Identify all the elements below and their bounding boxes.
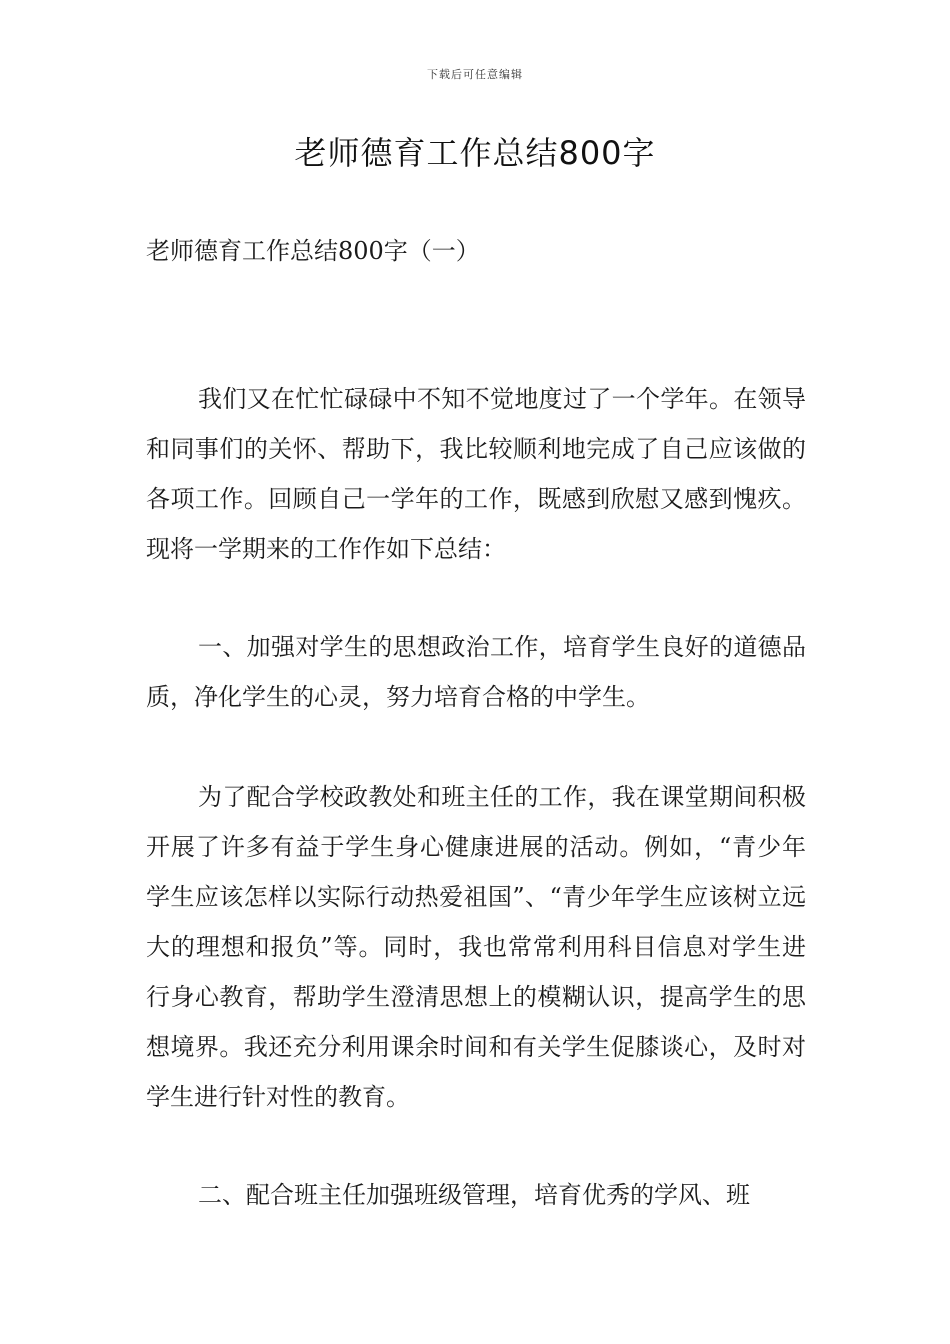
section-subtitle: 老师德育工作总结800字（一）	[146, 237, 480, 265]
paragraph-section-one-body: 为了配合学校政教处和班主任的工作，我在课堂期间积极开展了许多有益于学生身心健康进展的活动。例如，“青少年学生应该怎样以实际行动热爱祖国”、“青少年学生应该树立远大的理想和报负”等。同时，我也常常利用科目信息对学生进行身心教育，帮助学生澄清思想上的模糊认识，提高学生的思想境界。我还充分利用课余时间和有关学生促膝谈心，及时对学生进行针对性的教育。	[146, 783, 806, 1111]
paragraph-section-two-heading: 二、配合班主任加强班级管理，培育优秀的学风、班	[198, 1181, 750, 1209]
paragraph-intro: 我们又在忙忙碌碌中不知不觉地度过了一个学年。在领导和同事们的关怀、帮助下，我比较顺利地完成了自己应该做的各项工作。回顾自己一学年的工作，既感到欣慰又感到愧疚。现将一学期来的工作作如下总结：	[146, 385, 806, 563]
header-note: 下载后可任意编辑	[427, 68, 523, 81]
document-title: 老师德育工作总结800字	[294, 134, 656, 172]
paragraph-section-one-heading: 一、加强对学生的思想政治工作，培育学生良好的道德品质，净化学生的心灵，努力培育合格的中学生。	[146, 633, 806, 711]
